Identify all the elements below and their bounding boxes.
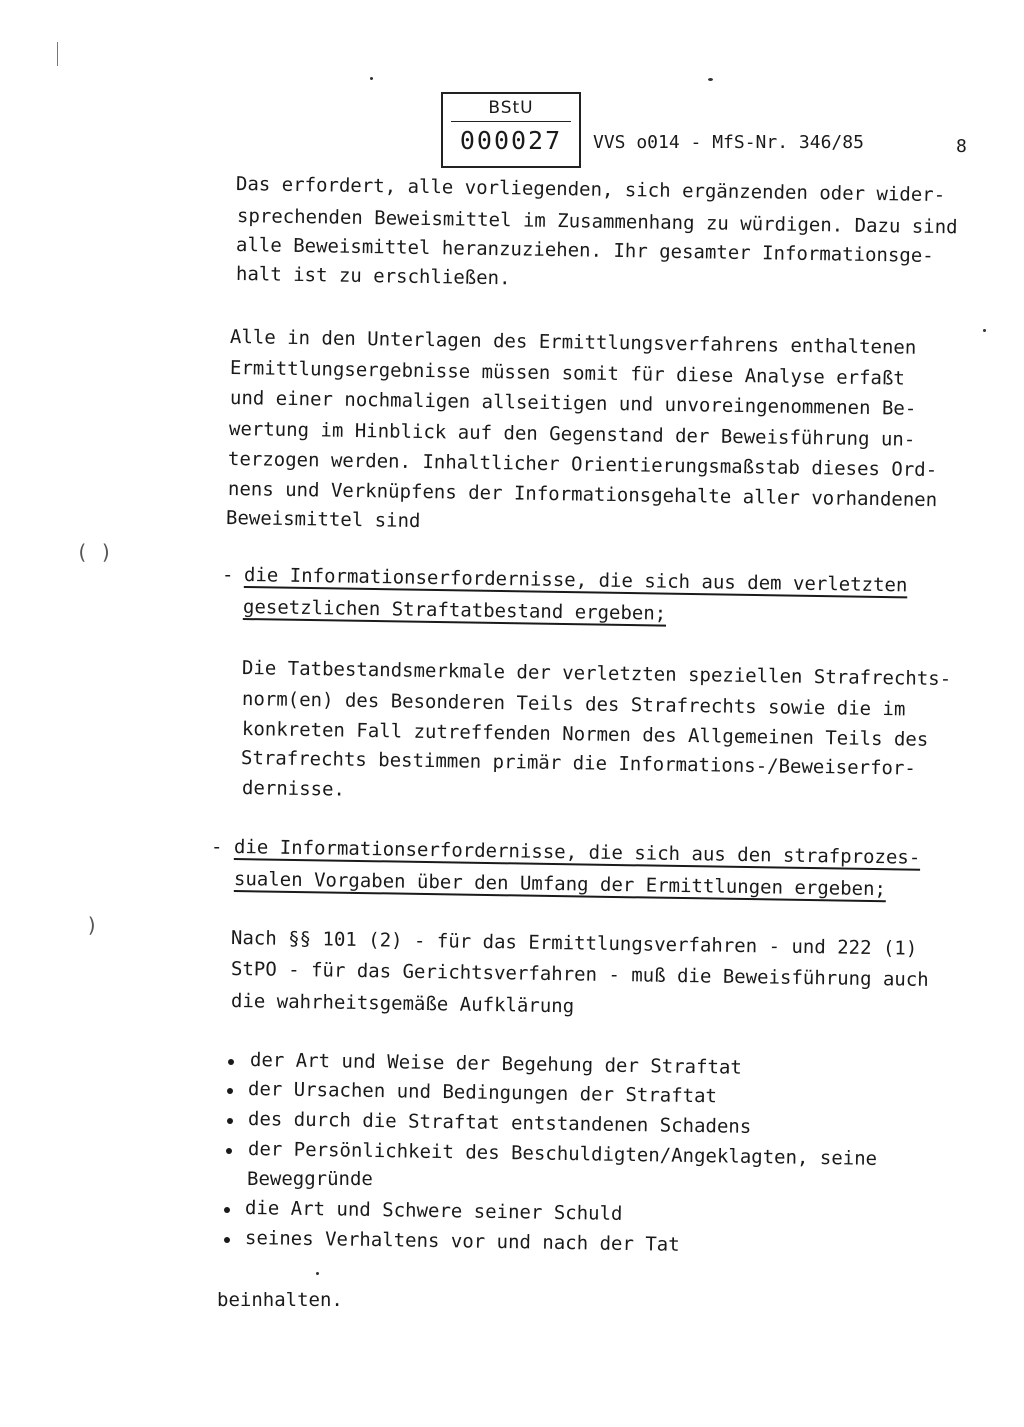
paragraph-line: nens und Verknüpfens der Informationsgehalte aller vorhandenen — [227, 478, 938, 512]
bullet-dot — [228, 1059, 234, 1065]
paragraph-line: und einer nochmaligen allseitigen und unvoreingenommenen Be- — [229, 387, 917, 420]
dust-speck — [708, 78, 713, 81]
bullet-item: des durch die Straftat entstandenen Schadens — [247, 1108, 752, 1138]
item-body-line: Nach §§ 101 (2) - für das Ermittlungsverfahren - und 222 (1) — [230, 927, 918, 960]
paragraph-line: sprechenden Beweismittel im Zusammenhang zu würdigen. Dazu sind — [236, 205, 958, 239]
paragraph-line: Beweismittel sind — [225, 507, 421, 533]
bullet-item: der Ursachen und Bedingungen der Straftat — [247, 1078, 718, 1108]
bullet-dot — [227, 1088, 233, 1094]
item-body-line: norm(en) des Besonderen Teils des Strafrechts sowie die im — [241, 688, 906, 721]
item-heading-line: die Informationserfordernisse, die sich aus dem verletzten — [243, 564, 908, 597]
item-heading-line: sualen Vorgaben über den Umfang der Ermittlungen ergeben; — [233, 868, 887, 901]
archive-stamp — [441, 92, 581, 168]
paragraph-line: Das erfordert, alle vorliegenden, sich ergänzenden oder wider- — [235, 173, 946, 207]
item-body-line: konkreten Fall zutreffenden Normen des Allgemeinen Teils des — [241, 718, 929, 751]
stamp-label: BStU — [488, 98, 534, 118]
list-dash: - — [222, 564, 234, 586]
document-reference: VVS o014 - MfS-Nr. 346/85 — [593, 132, 864, 153]
bullet-item: seines Verhaltens vor und nach der Tat — [244, 1227, 680, 1256]
item-body-line: die wahrheitsgemäße Aufklärung — [230, 990, 575, 1018]
item-body-line: dernisse. — [241, 777, 346, 801]
bullet-item: die Art und Schwere seiner Schuld — [244, 1197, 623, 1225]
stamp-divider — [451, 121, 571, 122]
bullet-item: der Persönlichkeit des Beschuldigten/Angeklagten, seine — [247, 1138, 878, 1170]
dust-speck — [316, 1272, 319, 1275]
margin-mark — [57, 42, 58, 66]
item-heading-line: gesetzlichen Straftatbestand ergeben; — [242, 596, 667, 625]
paragraph-line: terzogen werden. Inhaltlicher Orientierungsmaßstab dieses Ord- — [227, 448, 938, 482]
bullet-item-continuation: Beweggründe — [247, 1168, 373, 1190]
page-number: 8 — [956, 136, 967, 157]
paragraph-line: wertung im Hinblick auf den Gegenstand der Beweisführung un- — [228, 418, 916, 451]
closing-text: beinhalten. — [217, 1289, 343, 1311]
bullet-dot — [224, 1207, 230, 1213]
item-body-line: StPO - für das Gerichtsverfahren - muß die Beweisführung auch — [230, 958, 929, 991]
bullet-dot — [226, 1148, 232, 1154]
bullet-dot — [227, 1118, 233, 1124]
stamp-number: 000027 — [459, 126, 563, 155]
bullet-item: der Art und Weise der Begehung der Straftat — [249, 1049, 743, 1079]
margin-paren-mark: ) — [86, 913, 99, 937]
list-dash: - — [211, 836, 223, 858]
paragraph-line: alle Beweismittel heranzuziehen. Ihr gesamter Informationsge- — [235, 234, 934, 267]
item-heading-line: die Informationserfordernisse, die sich aus den strafprozes- — [233, 836, 921, 869]
margin-paren-mark: ( ) — [76, 540, 113, 564]
paragraph-line: Alle in den Unterlagen des Ermittlungsverfahrens enthaltenen — [229, 326, 917, 359]
dust-speck — [370, 77, 373, 80]
paragraph-line: Ermittlungsergebnisse müssen somit für diese Analyse erfaßt — [229, 357, 906, 390]
dust-speck — [983, 329, 986, 332]
bullet-dot — [224, 1237, 230, 1243]
paragraph-line: halt ist zu erschließen. — [235, 263, 511, 290]
item-body-line: Die Tatbestandsmerkmale der verletzten speziellen Strafrechts- — [241, 657, 952, 691]
item-body-line: Strafrechts bestimmen primär die Informations-/Beweiserfor- — [240, 747, 917, 780]
